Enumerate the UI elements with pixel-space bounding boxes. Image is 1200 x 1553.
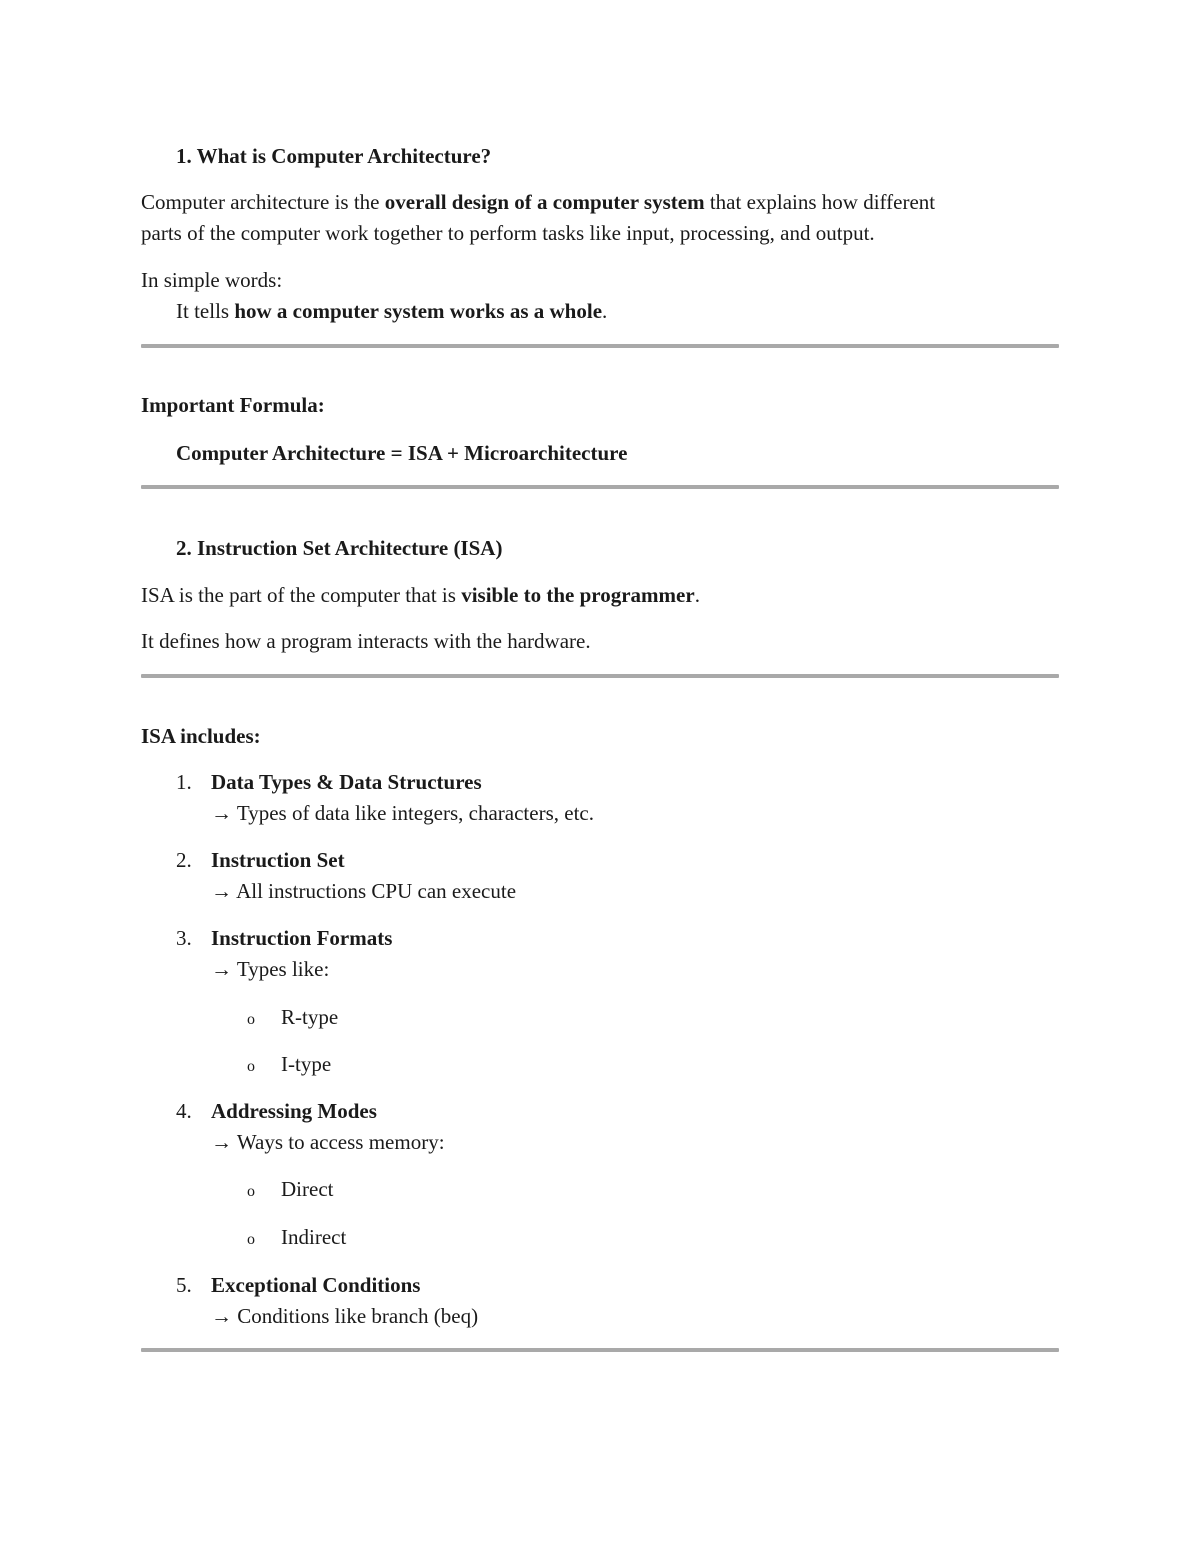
list-number: 5.	[176, 1273, 192, 1297]
list-item-title: Addressing Modes	[211, 1099, 377, 1123]
bold-span: visible to the programmer	[461, 583, 695, 607]
list-number: 1.	[176, 770, 192, 794]
list-item-desc: → Ways to access memory:	[211, 1130, 445, 1154]
paragraph-definition-line1	[141, 187, 935, 218]
paragraph-isa-visible	[141, 580, 700, 611]
bullet-marker: o	[247, 1058, 255, 1075]
list-number: 3.	[176, 926, 192, 950]
horizontal-divider	[141, 1348, 1059, 1352]
paragraph-isa-defines: It defines how a program interacts with the hardware.	[141, 629, 591, 653]
section-heading-isa: 2. Instruction Set Architecture (ISA)	[176, 536, 503, 560]
horizontal-divider	[141, 674, 1059, 678]
list-item-title: Instruction Formats	[211, 926, 393, 950]
bullet-marker: o	[247, 1183, 255, 1200]
bold-span: how a computer system works as a whole	[234, 299, 603, 323]
text-span: that explains how different	[704, 190, 936, 214]
paragraph-definition-line2: parts of the computer work together to perform tasks like input, processing, and output.	[141, 221, 875, 245]
sub-list-item: Direct	[281, 1177, 334, 1201]
sub-list-item: I-type	[281, 1052, 332, 1076]
text-span: It tells	[176, 299, 235, 323]
horizontal-divider	[141, 485, 1059, 489]
horizontal-divider	[141, 344, 1059, 348]
list-item-desc: → All instructions CPU can execute	[211, 879, 517, 903]
text-span: Computer architecture is the	[141, 190, 385, 214]
list-item-desc: → Types of data like integers, characters, etc.	[211, 801, 594, 825]
text-span: ISA is the part of the computer that is	[141, 583, 462, 607]
list-item-title: Instruction Set	[211, 848, 345, 872]
sub-list-item: R-type	[281, 1005, 339, 1029]
bullet-marker: o	[247, 1011, 255, 1028]
list-item-desc: → Conditions like branch (beq)	[211, 1304, 479, 1328]
bullet-marker: o	[247, 1231, 255, 1248]
isa-includes-heading: ISA includes:	[141, 724, 261, 748]
list-item-title: Exceptional Conditions	[211, 1273, 421, 1297]
sub-list-item: Indirect	[281, 1225, 347, 1249]
formula-heading: Important Formula:	[141, 393, 325, 417]
list-item-desc: → Types like:	[211, 957, 330, 981]
list-number: 2.	[176, 848, 192, 872]
simple-words-label: In simple words:	[141, 268, 283, 292]
formula-text: Computer Architecture = ISA + Microarchitecture	[176, 441, 628, 465]
list-item-title: Data Types & Data Structures	[211, 770, 482, 794]
section-heading-computer-architecture: 1. What is Computer Architecture?	[176, 144, 492, 168]
simple-words-text	[176, 296, 607, 327]
list-number: 4.	[176, 1099, 192, 1123]
text-span: .	[694, 583, 700, 607]
bold-span: overall design of a computer system	[384, 190, 705, 214]
text-span: .	[602, 299, 608, 323]
